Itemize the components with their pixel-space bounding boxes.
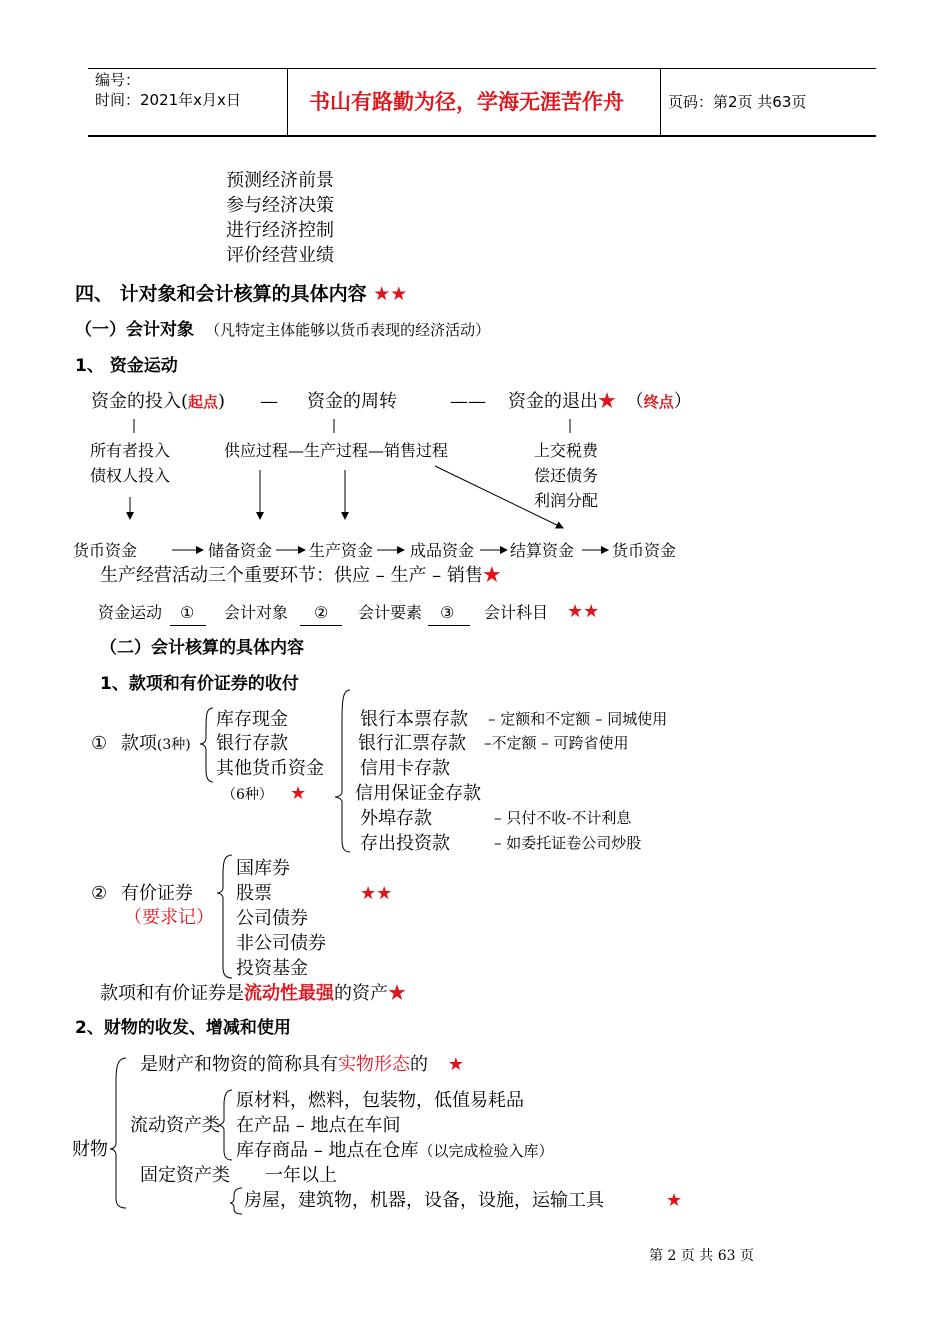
- security-item: 投资基金: [236, 958, 308, 979]
- current-asset-item: 在产品 – 地点在车间: [236, 1115, 401, 1136]
- liquidity-pre: 款项和有价证券是: [100, 983, 244, 1004]
- chain-underline: [300, 625, 342, 626]
- fund-dash-1: —: [260, 391, 278, 412]
- function-item: 预测经济前景: [226, 170, 334, 191]
- brace-securities: [217, 855, 232, 978]
- securities-must: [124, 909, 214, 927]
- current-asset-item-note: （以完成检验入库）: [418, 1142, 554, 1160]
- security-item: 公司债券: [236, 908, 308, 929]
- turnover-process: 供应过程—生产过程—销售过程: [224, 441, 449, 460]
- item-1-title: 1、 资金运动: [75, 356, 178, 376]
- function-item: 进行经济控制: [226, 220, 334, 241]
- liquidity-emph: 流动性最强: [244, 983, 334, 1004]
- function-item: 参与经济决策: [226, 195, 334, 216]
- chain-num: ③: [440, 603, 455, 622]
- current-asset-item: [236, 1142, 553, 1160]
- item-k1-title: 1、款项和有价证券的收付: [100, 674, 299, 694]
- cash-type: 库存现金: [216, 709, 288, 730]
- subsection-1-note: （凡特定主体能够以货币表现的经济活动）: [205, 321, 491, 339]
- fund-input-close: ): [218, 391, 226, 412]
- property-root: 财物: [72, 1139, 108, 1160]
- fund-exit-star: ★: [598, 391, 616, 412]
- securities-num: ②: [91, 883, 108, 904]
- input-source: 债权人投入: [90, 466, 171, 485]
- exit-item: 偿还债务: [534, 466, 599, 485]
- item-k2-title: 2、财物的收发、增减和使用: [75, 1018, 291, 1038]
- capital-stage: 货币资金: [612, 541, 677, 560]
- chain-num: ②: [314, 603, 329, 622]
- cash-label-text: 款项: [120, 733, 157, 754]
- current-assets-label: 流动资产类: [130, 1115, 220, 1136]
- arrow-diagonal: [435, 466, 563, 528]
- other-fund-name: 信用卡存款: [360, 758, 450, 779]
- capital-stage: 结算资金: [510, 541, 575, 560]
- property-def-star: ★: [447, 1054, 464, 1075]
- current-asset-item-text: 库存商品 – 地点在仓库: [236, 1140, 419, 1161]
- security-item: 非公司债券: [236, 933, 326, 954]
- cash-six-note: [222, 785, 306, 803]
- other-fund-note: – 如委托证卷公司炒股: [494, 834, 642, 852]
- fund-exit-close: ）: [673, 391, 692, 412]
- chain-term: 会计要素: [358, 603, 423, 622]
- fund-exit-open: （: [625, 391, 644, 412]
- other-fund-note: – 定额和不定额 – 同城使用: [488, 710, 668, 728]
- fund-input-tag: 起点: [188, 393, 219, 411]
- header-motto: 书山有路勤为径，学海无涯苦作舟: [309, 90, 624, 114]
- brace-property: [110, 1058, 126, 1208]
- chain-term: 会计对象: [224, 603, 289, 622]
- exit-item: 上交税费: [534, 441, 599, 460]
- subsection-2-title: （二）会计核算的具体内容: [100, 638, 304, 658]
- current-asset-item: 原材料，燃料，包装物，低值易耗品: [236, 1090, 524, 1111]
- fixed-asset-items: 房屋，建筑物，机器，设备，设施，运输工具: [244, 1190, 604, 1211]
- other-fund-name: 外埠存款: [360, 808, 432, 829]
- page-footer: 第 2 页 共 63 页: [649, 1248, 754, 1264]
- fund-exit-text: 资金的退出: [508, 391, 598, 412]
- other-fund-name: 信用保证金存款: [355, 783, 481, 804]
- chain-stars: ★★: [567, 601, 600, 622]
- header-page: 页码：第2页 共63页: [668, 93, 807, 111]
- brace-fixed-assets: [230, 1188, 242, 1214]
- other-fund-note: – 只付不收-不计利息: [494, 809, 632, 827]
- liquidity-statement: [100, 985, 406, 1003]
- securities-stars: ★★: [360, 883, 393, 904]
- capital-stage: 成品资金: [410, 541, 475, 560]
- securities-must-text: （要求记）: [124, 907, 214, 928]
- input-source: 所有者投入: [90, 441, 171, 460]
- fixed-asset-star: ★: [666, 1190, 683, 1211]
- securities-label: [91, 885, 193, 903]
- fund-dash-2: ——: [450, 391, 486, 412]
- chain-term: 会计科目: [484, 603, 549, 622]
- cash-type: 银行存款: [216, 733, 288, 754]
- liquidity-post: 的资产: [334, 983, 388, 1004]
- brace-other-funds: [335, 690, 350, 852]
- fund-exit-tag: 终点: [643, 393, 674, 411]
- chain-underline: [170, 625, 206, 626]
- property-def-post: 的: [410, 1054, 428, 1075]
- securities-label-text: 有价证券: [120, 883, 193, 904]
- header-time: 时间：2021年x月x日: [95, 91, 241, 109]
- fund-turnover: 资金的周转: [307, 391, 397, 412]
- property-definition: [140, 1056, 464, 1074]
- security-item: 股票: [236, 883, 272, 904]
- brace-cash: [200, 708, 213, 782]
- other-fund-name: 银行汇票存款: [358, 733, 466, 754]
- liquidity-star: ★: [388, 983, 406, 1004]
- fixed-assets-note: 一年以上: [265, 1165, 337, 1186]
- chain-underline: [428, 625, 470, 626]
- cash-six-star: ★: [290, 783, 307, 804]
- other-fund-name: 存出投资款: [360, 833, 450, 854]
- header-number: 编号：: [95, 71, 141, 89]
- cash-label-num: ①: [91, 733, 108, 754]
- other-fund-note: –不定额 – 可跨省使用: [484, 734, 629, 752]
- capital-stage: 生产资金: [309, 541, 374, 560]
- function-item: 评价经营业绩: [226, 245, 334, 266]
- capital-summary-text: 生产经营活动三个重要环节：供应 – 生产 – 销售: [100, 565, 483, 586]
- fund-input-text: 资金的投入(: [91, 391, 189, 412]
- exit-item: 利润分配: [534, 491, 599, 510]
- fixed-assets-label: 固定资产类: [140, 1165, 230, 1186]
- other-fund-name: 银行本票存款: [360, 709, 468, 730]
- cash-six-note-text: （6种）: [222, 787, 273, 803]
- capital-stage: 储备资金: [208, 541, 273, 560]
- subsection-1-title: （一）会计对象: [75, 320, 194, 340]
- capital-summary: [100, 567, 501, 585]
- section-stars: ★★: [373, 283, 408, 305]
- cash-label: [91, 735, 191, 753]
- cash-label-note: (3种): [156, 737, 191, 753]
- brace-current-assets: [218, 1090, 232, 1160]
- capital-summary-star: ★: [482, 565, 501, 586]
- chain-term: 资金运动: [98, 603, 163, 622]
- chain-num: ①: [180, 603, 195, 622]
- security-item: 国库券: [236, 858, 290, 879]
- cash-type: 其他货币资金: [216, 758, 324, 779]
- property-def-pre: 是财产和物资的简称具有: [140, 1054, 338, 1075]
- section-title-text: 四、 计对象和会计核算的具体内容: [75, 283, 367, 305]
- capital-stage: 货币资金: [73, 541, 138, 560]
- property-def-emph: 实物形态: [338, 1054, 410, 1075]
